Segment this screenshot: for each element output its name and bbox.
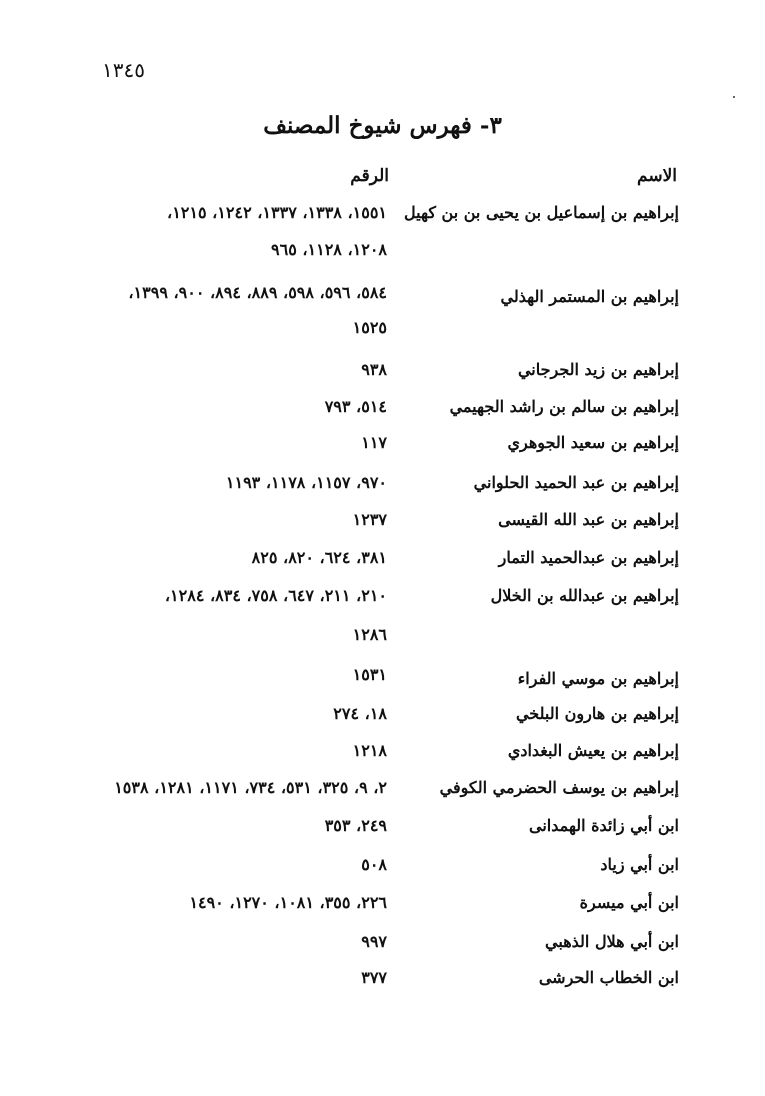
entry-numbers: ٥١٤، ٧٩٣ [324, 397, 387, 416]
column-header-name: الاسم [637, 166, 677, 186]
index-row [0, 548, 765, 574]
teacher-name: ابن الخطاب الحرشى [538, 968, 679, 987]
teacher-name: إبراهيم بن يعيش البغدادي [507, 741, 679, 760]
index-row [0, 397, 765, 423]
entry-numbers: ١٨، ٢٧٤ [333, 704, 387, 723]
entry-numbers: ٩٧٠، ١١٥٧، ١١٧٨، ١١٩٣ [225, 473, 387, 492]
entry-numbers: ١٥٢٥ [352, 318, 387, 337]
teacher-name: إبراهيم بن عبدالله بن الخلال [490, 586, 679, 605]
index-row [0, 586, 765, 612]
index-row [0, 360, 765, 386]
index-row [0, 240, 765, 266]
teacher-name: إبراهيم بن المستمر الهذلي [500, 287, 679, 306]
index-row [0, 665, 765, 691]
index-row [0, 778, 765, 804]
entry-numbers: ١٥٥١، ١٣٣٨، ١٣٣٧، ١٢٤٢، ١٢١٥، [167, 203, 387, 222]
entry-numbers: ١٢٨٦ [352, 625, 387, 644]
page-title: ٣- فهرس شيوخ المصنف [263, 112, 502, 139]
index-row [0, 704, 765, 730]
entry-numbers: ١٢٣٧ [352, 510, 387, 529]
teacher-name: إبراهيم بن زيد الجرجاني [517, 360, 679, 379]
column-header-number: الرقم [350, 166, 389, 186]
entry-numbers: ١٢٠٨، ١١٢٨، ٩٦٥ [271, 240, 387, 259]
entry-numbers: ٩٣٨ [361, 360, 387, 379]
index-row [0, 473, 765, 499]
teacher-name: إبراهيم بن هارون البلخي [515, 704, 679, 723]
index-row [0, 855, 765, 881]
teacher-name: إبراهيم بن سالم بن راشد الجهيمي [449, 397, 679, 416]
index-row [0, 625, 765, 651]
index-row [0, 893, 765, 919]
entry-numbers: ٥٠٨ [361, 855, 387, 874]
teacher-name: إبراهيم بن يوسف الحضرمي الكوفي [439, 778, 679, 797]
entry-numbers: ٢٤٩، ٣٥٣ [324, 816, 387, 835]
teacher-name: إبراهيم بن سعيد الجوهري [507, 433, 679, 452]
entry-numbers: ٩٩٧ [361, 932, 387, 951]
entry-numbers: ٥٨٤، ٥٩٦، ٥٩٨، ٨٨٩، ٨٩٤، ٩٠٠، ١٣٩٩، [128, 283, 387, 302]
entry-numbers: ٣٨١، ٦٢٤، ٨٢٠، ٨٢٥ [251, 548, 387, 567]
index-row [0, 318, 765, 344]
index-row [0, 510, 765, 536]
teacher-name: ابن أبي زياد [600, 855, 679, 874]
teacher-name: إبراهيم بن عبد الحميد الحلواني [473, 473, 679, 492]
index-row [0, 433, 765, 459]
teacher-name: ابن أبي زائدة الهمدانى [528, 816, 679, 835]
index-row [0, 968, 765, 994]
index-row [0, 932, 765, 958]
entry-numbers: ٢١٠، ٢١١، ٦٤٧، ٧٥٨، ٨٣٤، ١٢٨٤، [164, 586, 387, 605]
entry-numbers: ٣٧٧ [361, 968, 387, 987]
index-row [0, 283, 765, 309]
stray-dot [733, 96, 735, 98]
entry-numbers: ١٥٣١ [352, 665, 387, 684]
teacher-name: إبراهيم بن عبدالحميد التمار [498, 548, 679, 567]
entry-numbers: ١١٧ [361, 433, 387, 452]
page-number: ١٣٤٥ [102, 58, 145, 82]
entry-numbers: ٢٢٦، ٣٥٥، ١٠٨١، ١٢٧٠، ١٤٩٠ [189, 893, 387, 912]
entry-numbers: ٢، ٩، ٣٢٥، ٥٣١، ٧٣٤، ١١٧١، ١٢٨١، ١٥٣٨ [114, 778, 387, 797]
teacher-name: ابن أبي هلال الذهبي [545, 932, 679, 951]
teacher-name: إبراهيم بن موسي الفراء [517, 669, 679, 688]
index-row [0, 741, 765, 767]
entry-numbers: ١٢١٨ [352, 741, 387, 760]
teacher-name: ابن أبي ميسرة [579, 893, 679, 912]
index-row [0, 203, 765, 229]
teacher-name: إبراهيم بن عبد الله القيسى [498, 510, 679, 529]
index-row [0, 816, 765, 842]
teacher-name: إبراهيم بن إسماعيل بن يحيى بن بن كهيل [404, 203, 679, 222]
